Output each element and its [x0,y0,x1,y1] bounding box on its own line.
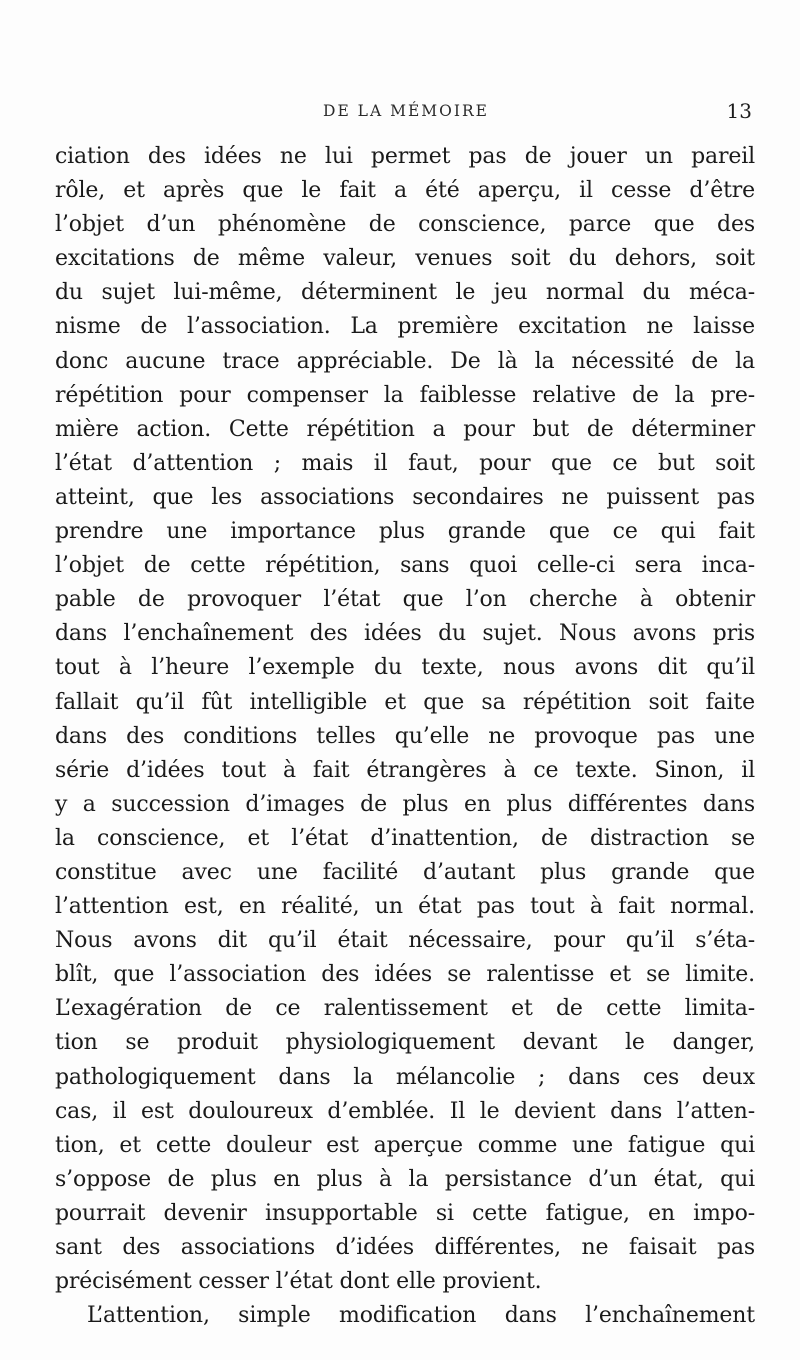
text-line: atteint, que les associations secondaires ne puissent pas [55,484,755,510]
text-line: dans l’enchaînement des idées du sujet. Nous avons pris [55,621,755,647]
text-line: y a succession d’images de plus en plus différentes dans [55,791,755,817]
text-line: pourrait devenir insupportable si cette fatigue, en impo- [55,1200,755,1226]
text-line: pable de provoquer l’état que l’on cherche à obtenir [55,587,755,613]
text-line: la conscience, et l’état d’inattention, de distraction se [55,825,755,851]
text-line: pathologiquement dans la mélancolie ; dans ces deux [55,1064,755,1090]
text-line: l’objet d’un phénomène de conscience, parce que des [55,212,755,238]
text-line: cas, il est douloureux d’emblée. Il le devient dans l’atten- [55,1098,755,1124]
text-line: l’attention est, en réalité, un état pas tout à fait normal. [55,894,755,920]
text-line: ciation des idées ne lui permet pas de jouer un pareil [55,144,755,169]
text-line: l’objet de cette répétition, sans quoi celle-ci sera inca- [55,553,755,579]
text-line: tion, et cette douleur est aperçue comme une fatigue qui [55,1132,755,1158]
body-text [55,140,755,1333]
text-line: rôle, et après que le fait a été aperçu, il cesse d’être [55,178,755,204]
text-line: sant des associations d’idées différentes, ne faisait pas [55,1235,755,1260]
text-line: nisme de l’association. La première excitation ne laisse [55,314,755,340]
text-line: tion se produit physiologiquement devant le danger, [55,1030,755,1056]
text-line: précisément cesser l’état dont elle provient. [55,1269,542,1295]
text-line: tout à l’heure l’exemple du texte, nous avons dit qu’il [55,655,755,681]
text-line: L’attention, simple modification dans l’enchaînement [87,1303,755,1329]
text-line: du sujet lui-même, déterminent le jeu normal du méca- [55,280,755,306]
text-line: prendre une importance plus grande que ce qui fait [55,519,755,545]
running-head: DE LA MÉMOIRE [323,102,489,120]
page-header [0,96,800,126]
text-line: répétition pour compenser la faiblesse relative de la pre- [55,382,755,408]
text-line: excitations de même valeur, venues soit du dehors, soit [55,246,755,272]
text-line: s’oppose de plus en plus à la persistance d’un état, qui [55,1166,755,1192]
text-line: constitue avec une facilité d’autant plus grande que [55,859,755,885]
page-number: 13 [726,99,752,123]
text-line: série d’idées tout à fait étrangères à ce texte. Sinon, il [55,757,755,783]
text-line: mière action. Cette répétition a pour but de déterminer [55,416,755,442]
text-line: donc aucune trace appréciable. De là la nécessité de la [55,348,755,374]
text-line: dans des conditions telles qu’elle ne provoque pas une [55,723,755,749]
text-line: Nous avons dit qu’il était nécessaire, pour qu’il s’éta- [55,928,755,954]
text-line: blît, que l’association des idées se ralentisse et se limite. [55,962,755,988]
text-line: L’exagération de ce ralentissement et de cette limita- [55,996,755,1022]
text-line: l’état d’attention ; mais il faut, pour que ce but soit [55,450,755,476]
text-line: fallait qu’il fût intelligible et que sa répétition soit faite [55,689,755,715]
